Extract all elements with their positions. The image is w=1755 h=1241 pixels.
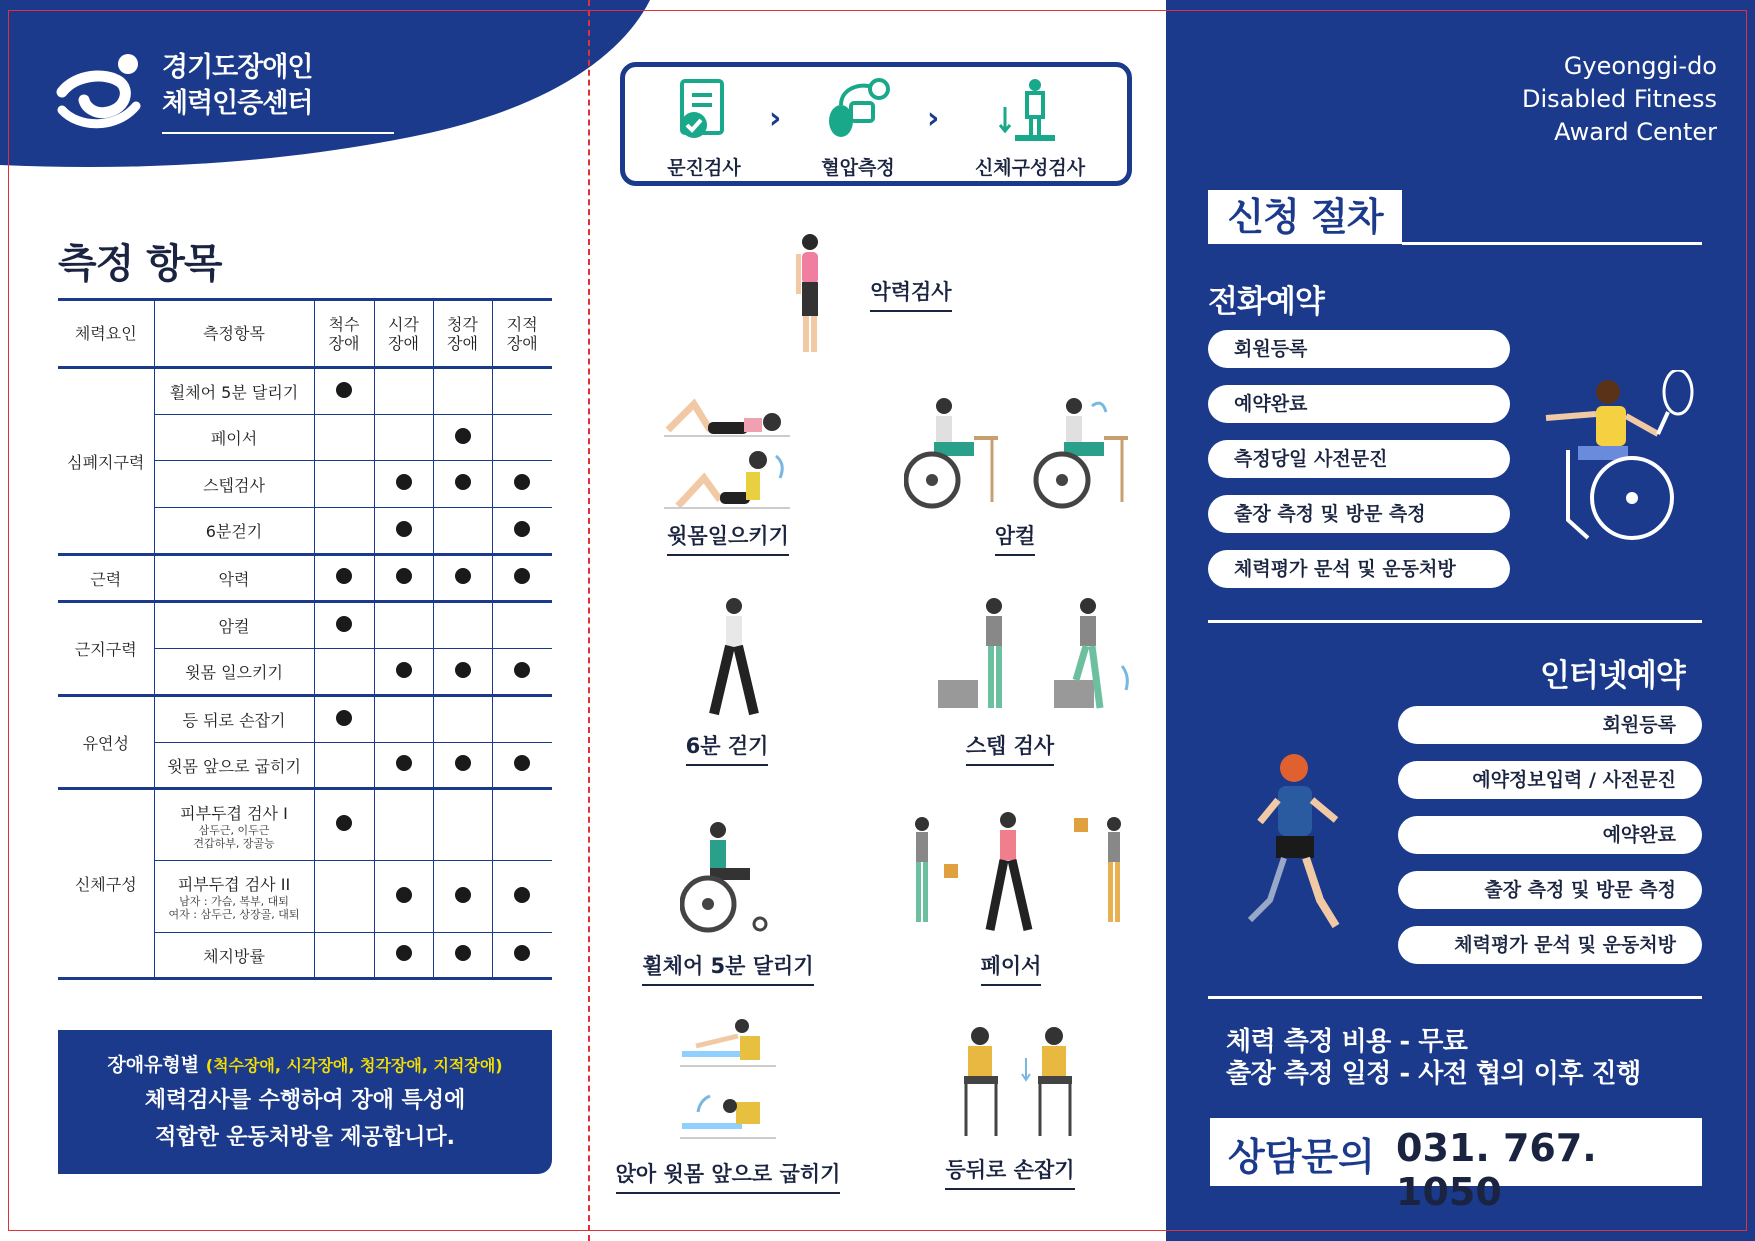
- cost-line: 체력 측정 비용 - 무료: [1226, 1027, 1468, 1057]
- mark-cell: [314, 861, 374, 933]
- item-label: 페이서: [210, 429, 258, 448]
- process-box: [620, 62, 1132, 186]
- mark-cell: [492, 789, 552, 861]
- table-header-row: [58, 300, 552, 368]
- applicable-dot-icon: [336, 710, 352, 726]
- item-sublabel: 삼두근, 이두근: [198, 823, 270, 837]
- logo-mark-icon: [56, 50, 156, 130]
- brand-english-line1: Gyeonggi-do: [1563, 52, 1717, 80]
- contact-label: 상담문의: [1228, 1135, 1375, 1179]
- mark-cell: [492, 649, 552, 696]
- mark-cell: [492, 461, 552, 508]
- note-box: [58, 1030, 552, 1174]
- exercise-situp: [640, 520, 816, 556]
- applicable-dot-icon: [455, 428, 471, 444]
- process-step-label: 신체구성검사: [974, 157, 1086, 179]
- mark-cell: [433, 508, 492, 555]
- brand-name-line1: 경기도장애인: [162, 52, 313, 83]
- brand-logo: [56, 50, 356, 140]
- mark-cell: [374, 861, 433, 933]
- applicable-dot-icon: [514, 887, 530, 903]
- schedule-line: 출장 측정 일정 - 사전 협의 이후 진행: [1226, 1059, 1641, 1089]
- prosthetic-runner-icon: [1240, 750, 1350, 940]
- wheelchair-run-figure-icon: [680, 820, 780, 936]
- left-panel: [0, 0, 588, 1241]
- exercise-label: 페이서: [981, 950, 1042, 986]
- mark-cell: [433, 861, 492, 933]
- phone-reservation-title: 전화예약: [1208, 284, 1324, 320]
- mark-cell: [433, 743, 492, 789]
- mark-cell: [314, 933, 374, 979]
- mark-cell: [492, 861, 552, 933]
- applicable-dot-icon: [514, 521, 530, 537]
- back-scratch-figure-icon: [954, 1024, 1084, 1142]
- mark-cell: [433, 461, 492, 508]
- mark-cell: [374, 789, 433, 861]
- mark-cell: [374, 461, 433, 508]
- mark-cell: [492, 555, 552, 602]
- exercise-grip: [846, 276, 976, 312]
- mark-cell: [492, 368, 552, 415]
- web-reservation-title: 인터넷예약: [1540, 658, 1685, 694]
- applicable-dot-icon: [455, 945, 471, 961]
- mark-cell: [492, 602, 552, 649]
- grip-test-figure-icon: [790, 230, 830, 356]
- mark-cell: [314, 508, 374, 555]
- mark-cell: [374, 649, 433, 696]
- applicable-dot-icon: [396, 945, 412, 961]
- phone-step: 출장 측정 및 방문 측정: [1208, 495, 1510, 533]
- measure-table: [58, 298, 552, 980]
- wheelchair-tennis-player-icon: [1538, 370, 1708, 560]
- mark-cell: [433, 933, 492, 979]
- exercise-sit-reach: [610, 1158, 846, 1194]
- item-cell: [154, 933, 314, 979]
- process-arrow-icon: ›: [927, 101, 940, 136]
- mark-cell: [492, 508, 552, 555]
- item-cell: [154, 789, 314, 861]
- mark-cell: [374, 368, 433, 415]
- mark-cell: [314, 415, 374, 461]
- applicable-dot-icon: [455, 568, 471, 584]
- web-step: 출장 측정 및 방문 측정: [1398, 871, 1702, 909]
- applicable-dot-icon: [514, 568, 530, 584]
- item-label: 등 뒤로 손잡기: [182, 711, 286, 730]
- process-step-label: 혈압측정: [821, 157, 895, 179]
- table-row: [58, 696, 552, 743]
- mark-cell: [314, 461, 374, 508]
- mark-cell: [433, 555, 492, 602]
- mark-cell: [374, 696, 433, 743]
- item-cell: [154, 368, 314, 415]
- phone-step: 예약완료: [1208, 385, 1510, 423]
- item-cell: [154, 861, 314, 933]
- applicable-dot-icon: [514, 755, 530, 771]
- mark-cell: [492, 415, 552, 461]
- item-cell: [154, 743, 314, 789]
- brand-name-line2: 체력인증센터: [162, 88, 313, 119]
- note-line3: 적합한 운동처방을 제공합니다.: [155, 1125, 455, 1150]
- mark-cell: [314, 555, 374, 602]
- item-label: 피부두겹 검사 I: [180, 803, 288, 823]
- exercise-label: 6분 걷기: [686, 730, 769, 766]
- header-intellectual: 지적 장애: [492, 300, 552, 368]
- exercise-pacer: [946, 950, 1076, 986]
- phone-step: 체력평가 문석 및 운동처방: [1208, 550, 1510, 588]
- item-cell: [154, 555, 314, 602]
- mark-cell: [433, 789, 492, 861]
- exercise-armcurl: [950, 520, 1080, 556]
- step-test-figure-icon: [936, 596, 1136, 712]
- applicable-dot-icon: [396, 568, 412, 584]
- mark-cell: [433, 368, 492, 415]
- contact-phone-number[interactable]: 031. 767. 1050: [1396, 1126, 1597, 1214]
- applicable-dot-icon: [336, 568, 352, 584]
- item-cell: [154, 415, 314, 461]
- mark-cell: [374, 508, 433, 555]
- body-scale-icon: [997, 77, 1063, 143]
- exercise-label: 윗몸일으키기: [667, 520, 789, 556]
- header-hearing: 청각 장애: [433, 300, 492, 368]
- exercise-label: 앉아 윗몸 앞으로 굽히기: [616, 1158, 841, 1194]
- apply-title-rule: [1402, 242, 1702, 245]
- applicable-dot-icon: [514, 474, 530, 490]
- factor-cell: 근력: [58, 555, 154, 602]
- applicable-dot-icon: [396, 662, 412, 678]
- table-row: [58, 368, 552, 415]
- applicable-dot-icon: [455, 887, 471, 903]
- mark-cell: [314, 743, 374, 789]
- exercise-label: 악력검사: [870, 276, 951, 312]
- process-step-blood-pressure: [793, 77, 923, 180]
- table-row: [58, 602, 552, 649]
- applicable-dot-icon: [455, 755, 471, 771]
- header-item: 측정항목: [154, 300, 314, 368]
- pacer-figure-icon: [904, 808, 1138, 936]
- mark-cell: [374, 602, 433, 649]
- brand-english: [1522, 50, 1717, 149]
- exercise-label: 스텝 검사: [966, 730, 1054, 766]
- item-label: 휠체어 5분 달리기: [169, 383, 299, 402]
- mark-cell: [433, 649, 492, 696]
- applicable-dot-icon: [455, 474, 471, 490]
- note-highlight: (척수장애, 시각장애, 청각장애, 지적장애): [205, 1056, 503, 1075]
- phone-step: 회원등록: [1208, 330, 1510, 368]
- apply-title: 신청 절차: [1208, 190, 1402, 244]
- item-label: 피부두겹 검사 II: [177, 875, 291, 894]
- item-sublabel: 여자 : 삼두근, 상장골, 대퇴: [168, 908, 300, 921]
- item-cell: [154, 461, 314, 508]
- section-divider: [1208, 620, 1702, 623]
- mark-cell: [433, 602, 492, 649]
- note-line2: 체력검사를 수행하여 장애 특성에: [144, 1088, 466, 1113]
- brand-english-line3: Award Center: [1554, 118, 1717, 146]
- walking-figure-icon: [690, 596, 770, 720]
- web-step: 예약정보입력 / 사전문진: [1398, 761, 1702, 799]
- applicable-dot-icon: [514, 662, 530, 678]
- exercise-label: 암컬: [995, 520, 1036, 556]
- applicable-dot-icon: [396, 474, 412, 490]
- applicable-dot-icon: [336, 382, 352, 398]
- item-sublabel: 남자 : 가슴, 복부, 대퇴: [179, 895, 289, 908]
- mark-cell: [492, 696, 552, 743]
- mark-cell: [433, 415, 492, 461]
- item-label: 스텝검사: [203, 475, 265, 495]
- mark-cell: [314, 602, 374, 649]
- web-step: 체력평가 문석 및 운동처방: [1398, 926, 1702, 964]
- mark-cell: [374, 933, 433, 979]
- mark-cell: [314, 649, 374, 696]
- section-divider: [1208, 996, 1702, 999]
- phone-step: 측정당일 사전문진: [1208, 440, 1510, 478]
- applicable-dot-icon: [514, 945, 530, 961]
- exercise-wheelchair: [636, 950, 820, 986]
- applicable-dot-icon: [455, 662, 471, 678]
- mark-cell: [492, 933, 552, 979]
- factor-cell: 근지구력: [58, 602, 154, 696]
- mark-cell: [374, 415, 433, 461]
- item-label: 윗몸 일으키기: [185, 663, 283, 682]
- web-step: 예약완료: [1398, 816, 1702, 854]
- header-spinal: 척수 장애: [314, 300, 374, 368]
- exercise-label: 등뒤로 손잡기: [945, 1154, 1074, 1190]
- brand-english-line2: Disabled Fitness: [1521, 85, 1717, 113]
- brand-name: [162, 50, 313, 122]
- table-row: [58, 555, 552, 602]
- process-step-label: 문진검사: [667, 157, 741, 179]
- process-step-body-composition: [955, 77, 1105, 180]
- cost-info: [1226, 1026, 1641, 1090]
- exercise-label: 휠체어 5분 달리기: [642, 950, 813, 986]
- mark-cell: [433, 696, 492, 743]
- mark-cell: [314, 696, 374, 743]
- item-sublabel: 견갑하부, 장골능: [193, 836, 275, 850]
- exercise-walk: [660, 730, 794, 766]
- sit-and-reach-figure-icon: [680, 1016, 780, 1142]
- blood-pressure-icon: [823, 77, 893, 143]
- applicable-dot-icon: [396, 521, 412, 537]
- item-cell: [154, 602, 314, 649]
- item-label: 악력: [218, 569, 250, 589]
- item-cell: [154, 649, 314, 696]
- process-arrow-icon: ›: [769, 101, 782, 136]
- note-line1: 장애유형별 (척수장애, 시각장애, 청각장애, 지적장애): [107, 1054, 503, 1076]
- applicable-dot-icon: [396, 755, 412, 771]
- header-visual: 시각 장애: [374, 300, 433, 368]
- item-cell: [154, 508, 314, 555]
- factor-cell: 유연성: [58, 696, 154, 789]
- table-row: [58, 789, 552, 861]
- situp-figure-icon: [664, 392, 794, 512]
- factor-cell: 심폐지구력: [58, 368, 154, 555]
- mark-cell: [314, 789, 374, 861]
- applicable-dot-icon: [396, 887, 412, 903]
- item-cell: [154, 696, 314, 743]
- mark-cell: [374, 555, 433, 602]
- item-label: 체지방률: [203, 946, 265, 966]
- exercise-step: [940, 730, 1080, 766]
- contact-box: [1210, 1118, 1702, 1214]
- item-label: 암컬: [218, 617, 250, 636]
- arm-curl-figure-icon: [904, 392, 1144, 512]
- mark-cell: [314, 368, 374, 415]
- item-label: 윗몸 앞으로 굽히기: [167, 756, 301, 776]
- mark-cell: [374, 743, 433, 789]
- item-label: 6분걷기: [205, 522, 263, 541]
- document-check-icon: [672, 77, 736, 143]
- web-step: 회원등록: [1398, 706, 1702, 744]
- applicable-dot-icon: [336, 616, 352, 632]
- applicable-dot-icon: [336, 815, 352, 831]
- measure-title: 측정 항목: [58, 241, 222, 287]
- mark-cell: [492, 743, 552, 789]
- exercise-back-scratch: [940, 1154, 1080, 1190]
- brand-underline: [162, 132, 394, 134]
- header-factor: 체력요인: [58, 300, 154, 368]
- factor-cell: 신체구성: [58, 789, 154, 979]
- process-step-interview: [639, 77, 769, 180]
